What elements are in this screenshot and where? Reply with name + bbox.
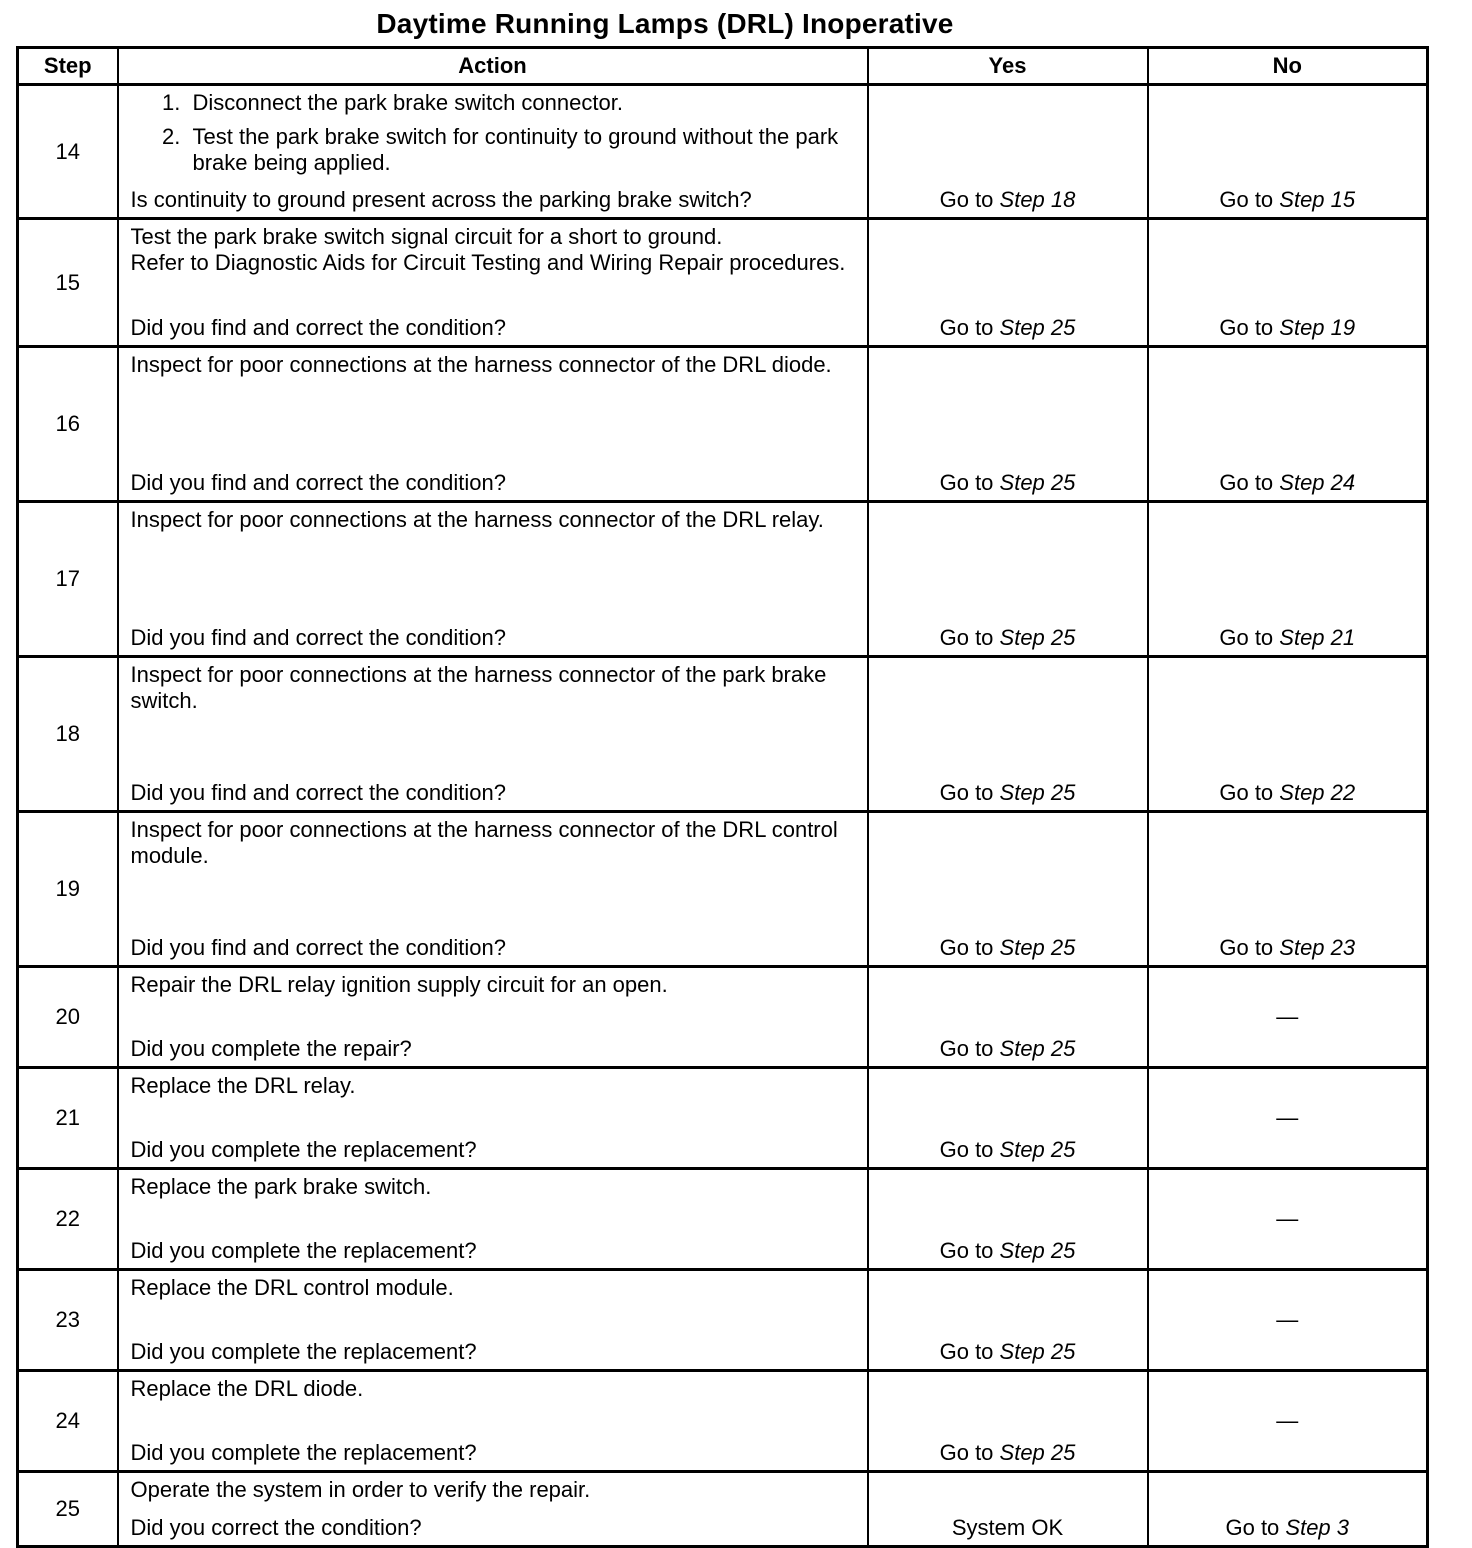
table-row: [18, 812, 1428, 967]
table-row: [18, 347, 1428, 502]
action-instructions: [131, 1174, 857, 1200]
step-reference: Step 25: [999, 1137, 1076, 1162]
no-result: [1148, 1472, 1428, 1547]
step-reference: Step 21: [1279, 625, 1356, 650]
instruction-item: 1. Disconnect the park brake switch connector.: [187, 90, 857, 116]
action-question: Did you complete the replacement?: [130, 1238, 477, 1263]
action-cell: [118, 1169, 868, 1270]
action-question: Did you find and correct the condition?: [130, 625, 506, 650]
goto-prefix: Go to: [1219, 470, 1280, 495]
table-row: [18, 1472, 1428, 1547]
column-header-no: No: [1148, 48, 1428, 85]
diagnostic-table: [16, 46, 1429, 1548]
action-cell: [118, 219, 868, 347]
step-number: 14: [18, 85, 118, 219]
step-reference: Step 25: [999, 780, 1076, 805]
step-reference: Step 25: [999, 1238, 1076, 1263]
action-question: Did you find and correct the condition?: [130, 315, 506, 340]
action-text: Inspect for poor connections at the harness connector of the DRL diode.: [130, 352, 832, 377]
action-instructions: [131, 224, 857, 276]
table-row: [18, 1068, 1428, 1169]
action-instructions: [131, 1477, 857, 1503]
result-text: System OK: [951, 1515, 1064, 1540]
no-result: [1148, 812, 1428, 967]
action-cell: [118, 85, 868, 219]
action-cell: [118, 1068, 868, 1169]
action-content: [131, 507, 857, 651]
yes-result: [868, 812, 1148, 967]
action-instructions: [131, 507, 857, 533]
step-reference: Step 25: [999, 625, 1076, 650]
step-reference: Step 25: [999, 470, 1076, 495]
no-result: [1148, 1169, 1428, 1270]
action-cell: [118, 1472, 868, 1547]
step-reference: Step 19: [1279, 315, 1356, 340]
action-question: Did you find and correct the condition?: [130, 470, 506, 495]
action-question: Did you find and correct the condition?: [130, 935, 506, 960]
step-reference: Step 25: [999, 315, 1076, 340]
page-title: Daytime Running Lamps (DRL) Inoperative: [376, 8, 954, 39]
goto-prefix: Go to: [939, 1036, 1000, 1061]
not-applicable-dash: —: [1276, 1004, 1299, 1029]
table-row: [18, 967, 1428, 1068]
yes-result: [868, 1068, 1148, 1169]
goto-prefix: Go to: [939, 1137, 1000, 1162]
step-number: 24: [18, 1371, 118, 1472]
step-reference: Step 24: [1279, 470, 1356, 495]
action-text: Operate the system in order to verify the repair.: [130, 1477, 591, 1502]
step-number: 16: [18, 347, 118, 502]
yes-result: [868, 1371, 1148, 1472]
step-reference: Step 22: [1279, 780, 1356, 805]
step-reference: Step 25: [999, 1440, 1076, 1465]
yes-result: [868, 967, 1148, 1068]
action-content: [131, 662, 857, 806]
table-body: [18, 85, 1428, 1547]
action-instructions: [131, 352, 857, 378]
action-question: Did you complete the repair?: [130, 1036, 412, 1061]
table-row: [18, 657, 1428, 812]
goto-prefix: Go to: [1219, 315, 1280, 340]
action-cell: [118, 1371, 868, 1472]
instruction-item: 2. Test the park brake switch for continuity to ground without the park brake being applied.: [187, 124, 857, 176]
action-cell: [118, 1270, 868, 1371]
column-header-yes: Yes: [868, 48, 1148, 85]
action-text: Inspect for poor connections at the harness connector of the DRL relay.: [130, 507, 824, 532]
goto-prefix: Go to: [939, 315, 1000, 340]
action-question: Did you complete the replacement?: [130, 1440, 477, 1465]
step-number: 23: [18, 1270, 118, 1371]
goto-prefix: Go to: [939, 1339, 1000, 1364]
action-instructions: [131, 1275, 857, 1301]
action-text: Replace the DRL diode.: [130, 1376, 364, 1401]
goto-prefix: Go to: [1219, 935, 1280, 960]
goto-prefix: Go to: [1219, 187, 1280, 212]
step-reference: Step 3: [1285, 1515, 1350, 1540]
action-cell: [118, 967, 868, 1068]
action-content: [131, 972, 857, 1062]
step-reference: Step 18: [999, 187, 1076, 212]
not-applicable-dash: —: [1276, 1408, 1299, 1433]
no-result: [1148, 1371, 1428, 1472]
yes-result: [868, 347, 1148, 502]
action-content: [131, 224, 857, 341]
action-text: Replace the DRL relay.: [130, 1073, 356, 1098]
action-content: [131, 1174, 857, 1264]
no-result: [1148, 219, 1428, 347]
goto-prefix: Go to: [939, 1440, 1000, 1465]
goto-prefix: Go to: [939, 935, 1000, 960]
action-instructions: [131, 662, 857, 714]
no-result: [1148, 85, 1428, 219]
yes-result: [868, 657, 1148, 812]
step-reference: Step 25: [999, 1339, 1076, 1364]
step-number: 25: [18, 1472, 118, 1547]
column-header-step: Step: [18, 48, 118, 85]
step-reference: Step 25: [999, 935, 1076, 960]
column-header-action: Action: [118, 48, 868, 85]
yes-result: [868, 1472, 1148, 1547]
no-result: [1148, 657, 1428, 812]
table-row: [18, 1270, 1428, 1371]
step-number: 22: [18, 1169, 118, 1270]
goto-prefix: Go to: [1219, 780, 1280, 805]
action-content: [131, 1477, 857, 1541]
no-result: [1148, 502, 1428, 657]
step-number: 15: [18, 219, 118, 347]
step-number: 18: [18, 657, 118, 812]
action-instructions: [131, 817, 857, 869]
action-content: [131, 1275, 857, 1365]
table-row: [18, 502, 1428, 657]
action-text: Repair the DRL relay ignition supply circuit for an open.: [130, 972, 668, 997]
yes-result: [868, 502, 1148, 657]
action-text: Refer to Diagnostic Aids for Circuit Testing and Wiring Repair procedures.: [130, 250, 846, 275]
action-cell: [118, 502, 868, 657]
action-question: Did you correct the condition?: [130, 1515, 422, 1540]
action-content: [131, 352, 857, 496]
no-result: [1148, 347, 1428, 502]
yes-result: [868, 1270, 1148, 1371]
action-text: Replace the DRL control module.: [130, 1275, 454, 1300]
not-applicable-dash: —: [1276, 1307, 1299, 1332]
action-text: Inspect for poor connections at the harness connector of the park brake switch.: [130, 662, 827, 713]
action-instructions: [131, 1376, 857, 1402]
action-instructions: [131, 90, 857, 184]
yes-result: [868, 85, 1148, 219]
table-row: [18, 1371, 1428, 1472]
action-content: [131, 1073, 857, 1163]
step-reference: Step 15: [1279, 187, 1356, 212]
action-question: Is continuity to ground present across the parking brake switch?: [130, 187, 752, 212]
action-question: Did you complete the replacement?: [130, 1137, 477, 1162]
action-text: Test the park brake switch signal circuit for a short to ground.: [130, 224, 723, 249]
goto-prefix: Go to: [939, 470, 1000, 495]
action-text: Inspect for poor connections at the harness connector of the DRL control module.: [130, 817, 838, 868]
action-instructions: [131, 972, 857, 998]
step-number: 17: [18, 502, 118, 657]
step-number: 19: [18, 812, 118, 967]
table-row: [18, 85, 1428, 219]
goto-prefix: Go to: [939, 625, 1000, 650]
not-applicable-dash: —: [1276, 1105, 1299, 1130]
yes-result: [868, 1169, 1148, 1270]
goto-prefix: Go to: [939, 780, 1000, 805]
step-reference: Step 25: [999, 1036, 1076, 1061]
no-result: [1148, 967, 1428, 1068]
table-header-row: [18, 48, 1428, 85]
goto-prefix: Go to: [939, 187, 1000, 212]
goto-prefix: Go to: [939, 1238, 1000, 1263]
step-reference: Step 23: [1279, 935, 1356, 960]
table-row: [18, 1169, 1428, 1270]
instruction-list: [131, 90, 857, 176]
action-instructions: [131, 1073, 857, 1099]
goto-prefix: Go to: [1225, 1515, 1286, 1540]
action-content: [131, 1376, 857, 1466]
action-text: Replace the park brake switch.: [130, 1174, 432, 1199]
action-content: [131, 90, 857, 213]
action-content: [131, 817, 857, 961]
step-number: 20: [18, 967, 118, 1068]
no-result: [1148, 1270, 1428, 1371]
action-question: Did you complete the replacement?: [130, 1339, 477, 1364]
goto-prefix: Go to: [1219, 625, 1280, 650]
action-cell: [118, 812, 868, 967]
action-question: Did you find and correct the condition?: [130, 780, 506, 805]
action-cell: [118, 347, 868, 502]
not-applicable-dash: —: [1276, 1206, 1299, 1231]
no-result: [1148, 1068, 1428, 1169]
table-row: [18, 219, 1428, 347]
yes-result: [868, 219, 1148, 347]
step-number: 21: [18, 1068, 118, 1169]
action-cell: [118, 657, 868, 812]
